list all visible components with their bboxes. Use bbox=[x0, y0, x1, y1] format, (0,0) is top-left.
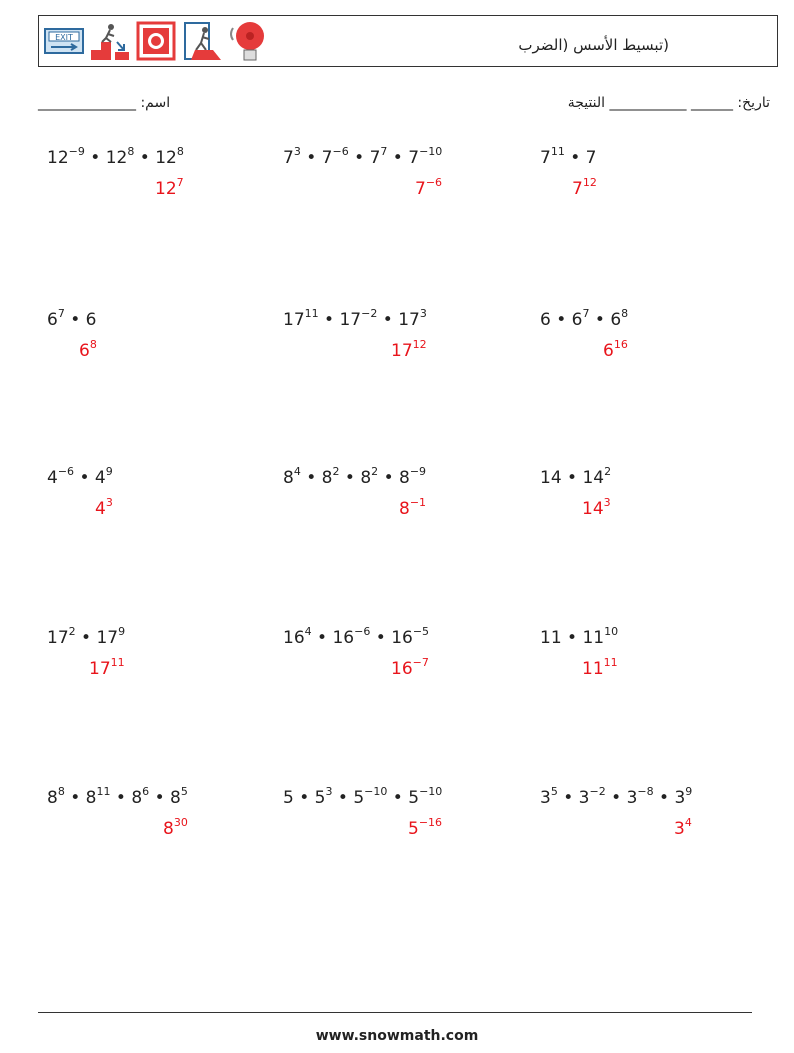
term-exponent: 12 bbox=[412, 338, 427, 351]
term-base: 5 bbox=[408, 819, 419, 839]
term-base: 8 bbox=[131, 788, 143, 808]
term-exponent: 11 bbox=[603, 656, 618, 669]
multiply-dot: • bbox=[293, 788, 315, 808]
problem-expression bbox=[283, 625, 430, 648]
term-exponent: 2 bbox=[371, 465, 379, 478]
term-exponent: 2 bbox=[604, 465, 612, 478]
term-exponent: −16 bbox=[418, 816, 443, 829]
multiply-dot: • bbox=[339, 468, 361, 488]
term-exponent: 9 bbox=[118, 625, 126, 638]
term-base: 17 bbox=[96, 628, 119, 648]
multiply-dot: • bbox=[605, 788, 627, 808]
multiply-dot: • bbox=[557, 788, 579, 808]
problem-expression bbox=[283, 145, 443, 168]
fire-alarm-bell-icon bbox=[227, 20, 269, 62]
name-field bbox=[38, 95, 170, 111]
term-exponent: 3 bbox=[325, 785, 333, 798]
multiply-dot: • bbox=[387, 788, 409, 808]
term-base: 5 bbox=[353, 788, 365, 808]
answer-expression bbox=[603, 338, 628, 361]
problem-expression bbox=[47, 465, 113, 488]
multiply-dot: • bbox=[311, 628, 333, 648]
multiply-dot: • bbox=[64, 788, 86, 808]
term-base: 3 bbox=[540, 788, 551, 808]
multiply-dot: • bbox=[561, 628, 583, 648]
term-base: 4 bbox=[94, 468, 106, 488]
term-base: 12 bbox=[155, 148, 177, 168]
multiply-dot: • bbox=[348, 148, 370, 168]
term-exponent: −1 bbox=[409, 496, 427, 509]
term-base: 8 bbox=[163, 819, 174, 839]
term-base: 16 bbox=[391, 659, 413, 679]
answer-expression bbox=[155, 176, 184, 199]
problem-expression bbox=[47, 625, 126, 648]
multiply-dot: • bbox=[64, 310, 86, 330]
multiply-dot: • bbox=[378, 468, 400, 488]
term-base: 17 bbox=[398, 310, 420, 330]
term-exponent: 5 bbox=[550, 785, 558, 798]
term-base: 12 bbox=[155, 179, 177, 199]
emergency-exit-door-icon bbox=[181, 20, 223, 62]
date-line: ______ bbox=[690, 95, 733, 111]
problem-expression bbox=[47, 785, 188, 808]
term-base: 14 bbox=[582, 499, 604, 519]
term-exponent: 8 bbox=[89, 338, 97, 351]
svg-text:EXIT: EXIT bbox=[55, 33, 73, 42]
term-exponent: 11 bbox=[550, 145, 565, 158]
score-label: النتيجة bbox=[567, 95, 606, 111]
term-exponent: −10 bbox=[419, 785, 443, 798]
term-exponent: −5 bbox=[412, 625, 430, 638]
term-base: 6 bbox=[610, 310, 622, 330]
answer-expression bbox=[163, 816, 188, 839]
term-base: 7 bbox=[540, 148, 551, 168]
fire-alarm-button-icon bbox=[135, 20, 177, 62]
term-exponent: −8 bbox=[637, 785, 654, 798]
problem-expression bbox=[47, 307, 97, 330]
term-exponent: 16 bbox=[613, 338, 628, 351]
emergency-stairs-icon bbox=[89, 20, 131, 62]
term-exponent: −9 bbox=[68, 145, 85, 158]
term-base: 17 bbox=[47, 628, 69, 648]
term-base: 11 bbox=[582, 659, 604, 679]
problem-expression bbox=[283, 465, 427, 488]
exit-sign-icon bbox=[43, 20, 85, 62]
term-base: 8 bbox=[360, 468, 372, 488]
term-exponent: −10 bbox=[364, 785, 388, 798]
answer-expression bbox=[674, 816, 692, 839]
date-score-field bbox=[568, 95, 770, 111]
term-base: 16 bbox=[283, 628, 305, 648]
term-base: 6 bbox=[85, 310, 97, 330]
term-exponent: 3 bbox=[419, 307, 427, 320]
term-base: 4 bbox=[47, 468, 58, 488]
answer-expression bbox=[572, 176, 597, 199]
term-base: 16 bbox=[332, 628, 355, 648]
multiply-dot: • bbox=[332, 788, 354, 808]
name-label: اسم: bbox=[140, 95, 171, 111]
term-base: 8 bbox=[47, 788, 58, 808]
term-exponent: 2 bbox=[332, 465, 340, 478]
term-base: 17 bbox=[339, 310, 362, 330]
term-exponent: −6 bbox=[332, 145, 349, 158]
term-exponent: −9 bbox=[409, 465, 427, 478]
answer-expression bbox=[79, 338, 97, 361]
term-base: 12 bbox=[47, 148, 69, 168]
term-exponent: −6 bbox=[354, 625, 371, 638]
answer-expression bbox=[95, 496, 113, 519]
term-exponent: 7 bbox=[582, 307, 590, 320]
term-exponent: 11 bbox=[110, 656, 125, 669]
score-line: ___________ bbox=[609, 95, 687, 111]
term-base: 14 bbox=[582, 468, 605, 488]
term-exponent: −6 bbox=[57, 465, 75, 478]
problem-expression bbox=[540, 785, 693, 808]
term-exponent: 6 bbox=[142, 785, 150, 798]
term-exponent: 11 bbox=[304, 307, 319, 320]
footer-url: www.snowmath.com bbox=[315, 1028, 479, 1044]
term-base: 6 bbox=[571, 310, 583, 330]
answer-expression bbox=[582, 656, 618, 679]
multiply-dot: • bbox=[84, 148, 106, 168]
term-base: 6 bbox=[79, 341, 90, 361]
term-base: 7 bbox=[585, 148, 597, 168]
term-exponent: 9 bbox=[685, 785, 693, 798]
term-exponent: −2 bbox=[589, 785, 606, 798]
problem-expression bbox=[540, 145, 597, 168]
term-exponent: 7 bbox=[380, 145, 388, 158]
term-base: 12 bbox=[105, 148, 128, 168]
problem-expression bbox=[540, 465, 612, 488]
term-base: 6 bbox=[47, 310, 58, 330]
multiply-dot: • bbox=[318, 310, 340, 330]
term-base: 6 bbox=[603, 341, 614, 361]
multiply-dot: • bbox=[377, 310, 399, 330]
term-base: 17 bbox=[89, 659, 111, 679]
term-exponent: −10 bbox=[419, 145, 443, 158]
term-exponent: 4 bbox=[293, 465, 301, 478]
multiply-dot: • bbox=[387, 148, 409, 168]
multiply-dot: • bbox=[75, 628, 97, 648]
term-base: 11 bbox=[582, 628, 605, 648]
multiply-dot: • bbox=[564, 148, 586, 168]
term-exponent: 4 bbox=[684, 816, 692, 829]
term-base: 8 bbox=[85, 788, 97, 808]
term-base: 3 bbox=[578, 788, 590, 808]
problem-expression bbox=[540, 625, 619, 648]
term-base: 7 bbox=[369, 148, 381, 168]
term-exponent: 4 bbox=[304, 625, 312, 638]
multiply-dot: • bbox=[110, 788, 132, 808]
term-exponent: −2 bbox=[361, 307, 378, 320]
problem-expression bbox=[283, 307, 427, 330]
answer-expression bbox=[582, 496, 611, 519]
term-base: 3 bbox=[674, 788, 686, 808]
term-base: 17 bbox=[283, 310, 305, 330]
term-exponent: 9 bbox=[105, 465, 113, 478]
answer-expression bbox=[391, 338, 427, 361]
multiply-dot: • bbox=[300, 148, 322, 168]
header-icons bbox=[43, 20, 269, 62]
term-base: 8 bbox=[321, 468, 333, 488]
term-exponent: 11 bbox=[96, 785, 111, 798]
name-line: ______________ bbox=[38, 95, 136, 111]
term-exponent: 3 bbox=[105, 496, 113, 509]
term-base: 3 bbox=[626, 788, 638, 808]
term-base: 14 bbox=[540, 468, 562, 488]
problem-expression bbox=[283, 785, 443, 808]
term-exponent: 7 bbox=[176, 176, 184, 189]
term-exponent: 7 bbox=[57, 307, 65, 320]
multiply-dot: • bbox=[589, 310, 611, 330]
term-exponent: 10 bbox=[604, 625, 619, 638]
term-base: 8 bbox=[399, 499, 410, 519]
multiply-dot: • bbox=[550, 310, 572, 330]
term-base: 5 bbox=[408, 788, 420, 808]
multiply-dot: • bbox=[370, 628, 392, 648]
term-exponent: 8 bbox=[127, 145, 135, 158]
answer-expression bbox=[391, 656, 429, 679]
answer-expression bbox=[89, 656, 125, 679]
term-base: 3 bbox=[674, 819, 685, 839]
answer-expression bbox=[399, 496, 427, 519]
multiply-dot: • bbox=[149, 788, 171, 808]
term-base: 6 bbox=[540, 310, 551, 330]
term-base: 8 bbox=[170, 788, 181, 808]
multiply-dot: • bbox=[134, 148, 156, 168]
term-base: 11 bbox=[540, 628, 562, 648]
multiply-dot: • bbox=[300, 468, 322, 488]
term-exponent: −7 bbox=[412, 656, 429, 669]
multiply-dot: • bbox=[74, 468, 95, 488]
footer-divider bbox=[38, 1012, 752, 1013]
term-base: 7 bbox=[415, 179, 426, 199]
problem-expression bbox=[47, 145, 184, 168]
term-base: 5 bbox=[314, 788, 326, 808]
term-base: 4 bbox=[95, 499, 106, 519]
term-base: 7 bbox=[283, 148, 294, 168]
term-exponent: 12 bbox=[582, 176, 597, 189]
term-exponent: 3 bbox=[603, 496, 611, 509]
answer-expression bbox=[408, 816, 443, 839]
term-exponent: 8 bbox=[176, 145, 184, 158]
term-exponent: −6 bbox=[425, 176, 443, 189]
term-exponent: 5 bbox=[180, 785, 188, 798]
multiply-dot: • bbox=[561, 468, 583, 488]
answer-expression bbox=[415, 176, 443, 199]
date-label: تاريخ: bbox=[737, 95, 770, 111]
term-exponent: 2 bbox=[68, 625, 76, 638]
worksheet-title: (تبسيط الأسس (الضرب bbox=[518, 36, 669, 54]
term-exponent: 30 bbox=[173, 816, 188, 829]
worksheet-header bbox=[38, 15, 778, 67]
term-base: 8 bbox=[399, 468, 410, 488]
problem-expression bbox=[540, 307, 629, 330]
term-base: 16 bbox=[391, 628, 413, 648]
term-base: 7 bbox=[572, 179, 583, 199]
term-base: 5 bbox=[283, 788, 294, 808]
term-base: 8 bbox=[283, 468, 294, 488]
term-base: 17 bbox=[391, 341, 413, 361]
term-base: 7 bbox=[321, 148, 333, 168]
term-exponent: 8 bbox=[621, 307, 629, 320]
term-exponent: 3 bbox=[293, 145, 301, 158]
term-exponent: 8 bbox=[57, 785, 65, 798]
multiply-dot: • bbox=[653, 788, 675, 808]
term-base: 7 bbox=[408, 148, 420, 168]
